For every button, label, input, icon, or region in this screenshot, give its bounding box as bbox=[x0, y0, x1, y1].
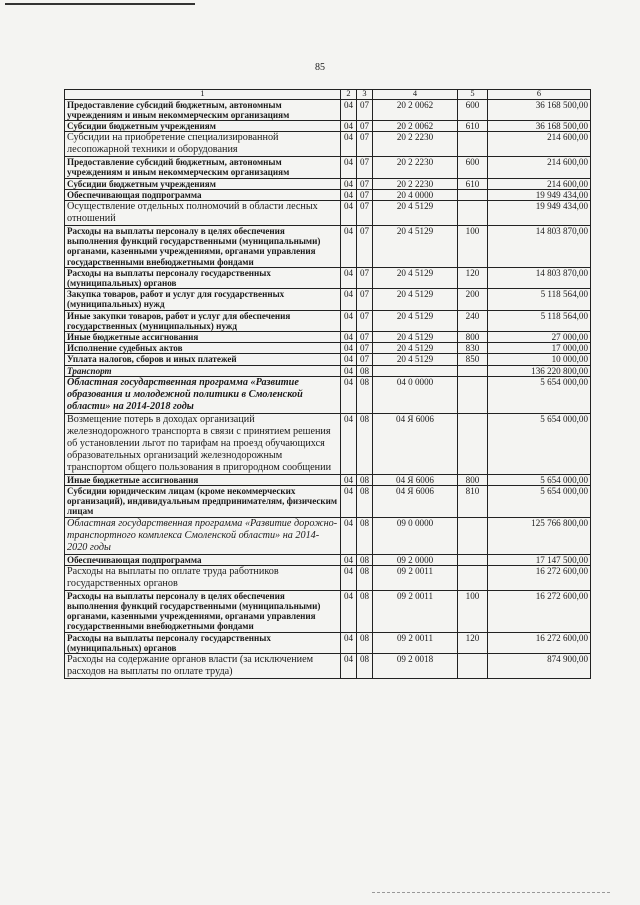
page-number: 85 bbox=[315, 62, 325, 73]
section-code-cell: 04 bbox=[341, 132, 357, 157]
header-cell: 5 bbox=[458, 90, 488, 100]
subsection-code-cell: 08 bbox=[357, 654, 373, 679]
amount-cell: 136 220 800,00 bbox=[488, 365, 591, 376]
section-code-cell: 04 bbox=[341, 343, 357, 354]
target-article-cell: 20 4 0000 bbox=[373, 189, 458, 200]
target-article-cell: 20 4 5129 bbox=[373, 354, 458, 365]
table-row bbox=[65, 590, 591, 632]
table-row bbox=[65, 332, 591, 343]
row-name-cell: Иные бюджетные ассигнования bbox=[65, 474, 341, 485]
table-row bbox=[65, 554, 591, 565]
table-row bbox=[65, 201, 591, 226]
row-name-cell: Иные закупки товаров, работ и услуг для обеспечения государственных (муниципальных) нужд bbox=[65, 310, 341, 331]
subsection-code-cell: 07 bbox=[357, 289, 373, 310]
table-row bbox=[65, 310, 591, 331]
subsection-code-cell: 08 bbox=[357, 565, 373, 590]
amount-cell: 874 900,00 bbox=[488, 654, 591, 679]
amount-cell: 17 147 500,00 bbox=[488, 554, 591, 565]
amount-cell: 5 654 000,00 bbox=[488, 486, 591, 518]
row-name-cell: Обеспечивающая подпрограмма bbox=[65, 189, 341, 200]
section-code-cell: 04 bbox=[341, 332, 357, 343]
row-name-cell: Осуществление отдельных полномочий в области лесных отношений bbox=[65, 201, 341, 226]
subsection-code-cell: 08 bbox=[357, 632, 373, 653]
section-code-cell: 04 bbox=[341, 565, 357, 590]
target-article-cell: 20 2 2230 bbox=[373, 178, 458, 189]
expense-type-cell bbox=[458, 517, 488, 554]
header-cell: 1 bbox=[65, 90, 341, 100]
section-code-cell: 04 bbox=[341, 654, 357, 679]
budget-table bbox=[64, 89, 591, 679]
section-code-cell: 04 bbox=[341, 99, 357, 120]
subsection-code-cell: 08 bbox=[357, 474, 373, 485]
subsection-code-cell: 07 bbox=[357, 189, 373, 200]
table-row bbox=[65, 486, 591, 518]
target-article-cell: 20 4 5129 bbox=[373, 201, 458, 226]
row-name-cell: Транспорт bbox=[65, 365, 341, 376]
subsection-code-cell: 07 bbox=[357, 332, 373, 343]
header-cell: 3 bbox=[357, 90, 373, 100]
section-code-cell: 04 bbox=[341, 201, 357, 226]
row-name-cell: Предоставление субсидий бюджетным, автономным учреждениям и иным некоммерческим организациям bbox=[65, 157, 341, 178]
table-row bbox=[65, 517, 591, 554]
expense-type-cell bbox=[458, 132, 488, 157]
row-name-cell: Уплата налогов, сборов и иных платежей bbox=[65, 354, 341, 365]
target-article-cell: 04 Я 6006 bbox=[373, 486, 458, 518]
subsection-code-cell: 07 bbox=[357, 178, 373, 189]
table-row bbox=[65, 178, 591, 189]
subsection-code-cell: 07 bbox=[357, 99, 373, 120]
expense-type-cell bbox=[458, 189, 488, 200]
subsection-code-cell: 08 bbox=[357, 413, 373, 474]
target-article-cell: 04 Я 6006 bbox=[373, 413, 458, 474]
amount-cell: 5 654 000,00 bbox=[488, 474, 591, 485]
subsection-code-cell: 08 bbox=[357, 517, 373, 554]
section-code-cell: 04 bbox=[341, 267, 357, 288]
table-row bbox=[65, 132, 591, 157]
subsection-code-cell: 07 bbox=[357, 201, 373, 226]
subsection-code-cell: 07 bbox=[357, 310, 373, 331]
section-code-cell: 04 bbox=[341, 157, 357, 178]
section-code-cell: 04 bbox=[341, 486, 357, 518]
table-row bbox=[65, 343, 591, 354]
amount-cell: 125 766 800,00 bbox=[488, 517, 591, 554]
subsection-code-cell: 07 bbox=[357, 354, 373, 365]
row-name-cell: Субсидии на приобретение специализированной лесопожарной техники и оборудования bbox=[65, 132, 341, 157]
subsection-code-cell: 07 bbox=[357, 226, 373, 268]
target-article-cell: 20 4 5129 bbox=[373, 289, 458, 310]
table-row bbox=[65, 267, 591, 288]
section-code-cell: 04 bbox=[341, 474, 357, 485]
expense-type-cell: 800 bbox=[458, 474, 488, 485]
expense-type-cell: 120 bbox=[458, 632, 488, 653]
row-name-cell: Областная государственная программа «Развитие дорожно-транспортного комплекса Смоленской области» на 2014-2020 годы bbox=[65, 517, 341, 554]
row-name-cell: Иные бюджетные ассигнования bbox=[65, 332, 341, 343]
table-row bbox=[65, 289, 591, 310]
target-article-cell: 20 4 5129 bbox=[373, 343, 458, 354]
section-code-cell: 04 bbox=[341, 517, 357, 554]
expense-type-cell bbox=[458, 565, 488, 590]
table-row bbox=[65, 632, 591, 653]
table-row bbox=[65, 99, 591, 120]
row-name-cell: Расходы на содержание органов власти (за исключением расходов на выплаты по оплате труда) bbox=[65, 654, 341, 679]
amount-cell: 214 600,00 bbox=[488, 132, 591, 157]
target-article-cell: 04 Я 6006 bbox=[373, 474, 458, 485]
row-name-cell: Расходы на выплаты персоналу государственных (муниципальных) органов bbox=[65, 632, 341, 653]
section-code-cell: 04 bbox=[341, 590, 357, 632]
subsection-code-cell: 07 bbox=[357, 267, 373, 288]
table-row bbox=[65, 189, 591, 200]
expense-type-cell: 830 bbox=[458, 343, 488, 354]
amount-cell: 214 600,00 bbox=[488, 157, 591, 178]
expense-type-cell bbox=[458, 654, 488, 679]
row-name-cell: Исполнение судебных актов bbox=[65, 343, 341, 354]
target-article-cell: 09 2 0000 bbox=[373, 554, 458, 565]
row-name-cell: Расходы на выплаты персоналу в целях обеспечения выполнения функций государственными (муниципальными) органами, казенными учреждениями, органами управления государственными внебюджетными фондами bbox=[65, 226, 341, 268]
subsection-code-cell: 07 bbox=[357, 132, 373, 157]
section-code-cell: 04 bbox=[341, 310, 357, 331]
row-name-cell: Расходы на выплаты по оплате труда работников государственных органов bbox=[65, 565, 341, 590]
section-code-cell: 04 bbox=[341, 354, 357, 365]
target-article-cell: 20 4 5129 bbox=[373, 310, 458, 331]
table-row bbox=[65, 157, 591, 178]
top-rule bbox=[5, 3, 195, 5]
expense-type-cell: 200 bbox=[458, 289, 488, 310]
row-name-cell: Возмещение потерь в доходах организаций железнодорожного транспорта в связи с принятием решения об установлении льгот по тарифам на проезд обучающихся образовательных организаций железнодорожным транспортом общего пользования в пригородном сообщении bbox=[65, 413, 341, 474]
target-article-cell: 20 2 0062 bbox=[373, 99, 458, 120]
expense-type-cell: 610 bbox=[458, 178, 488, 189]
subsection-code-cell: 07 bbox=[357, 157, 373, 178]
target-article-cell: 09 2 0011 bbox=[373, 590, 458, 632]
expense-type-cell: 100 bbox=[458, 590, 488, 632]
table-header-row bbox=[65, 90, 591, 100]
target-article-cell bbox=[373, 365, 458, 376]
section-code-cell: 04 bbox=[341, 413, 357, 474]
amount-cell: 14 803 870,00 bbox=[488, 226, 591, 268]
expense-type-cell: 100 bbox=[458, 226, 488, 268]
table-row bbox=[65, 121, 591, 132]
target-article-cell: 09 0 0000 bbox=[373, 517, 458, 554]
subsection-code-cell: 08 bbox=[357, 590, 373, 632]
target-article-cell: 20 4 5129 bbox=[373, 332, 458, 343]
scan-footer-marks bbox=[372, 892, 610, 893]
amount-cell: 16 272 600,00 bbox=[488, 565, 591, 590]
section-code-cell: 04 bbox=[341, 365, 357, 376]
section-code-cell: 04 bbox=[341, 121, 357, 132]
row-name-cell: Субсидии юридическим лицам (кроме некоммерческих организаций), индивидуальным предпринимателям, физическим лицам bbox=[65, 486, 341, 518]
row-name-cell: Обеспечивающая подпрограмма bbox=[65, 554, 341, 565]
row-name-cell: Расходы на выплаты персоналу в целях обеспечения выполнения функций государственными (муниципальными) органами, казенными учреждениями, органами управления государственными внебюджетными фондами bbox=[65, 590, 341, 632]
amount-cell: 10 000,00 bbox=[488, 354, 591, 365]
table-row bbox=[65, 226, 591, 268]
section-code-cell: 04 bbox=[341, 554, 357, 565]
subsection-code-cell: 08 bbox=[357, 376, 373, 413]
table-row bbox=[65, 413, 591, 474]
section-code-cell: 04 bbox=[341, 632, 357, 653]
subsection-code-cell: 07 bbox=[357, 121, 373, 132]
table-row bbox=[65, 474, 591, 485]
target-article-cell: 09 2 0018 bbox=[373, 654, 458, 679]
target-article-cell: 20 4 5129 bbox=[373, 226, 458, 268]
target-article-cell: 20 2 2230 bbox=[373, 132, 458, 157]
amount-cell: 5 654 000,00 bbox=[488, 376, 591, 413]
table-row bbox=[65, 354, 591, 365]
subsection-code-cell: 08 bbox=[357, 365, 373, 376]
section-code-cell: 04 bbox=[341, 226, 357, 268]
amount-cell: 36 168 500,00 bbox=[488, 99, 591, 120]
amount-cell: 14 803 870,00 bbox=[488, 267, 591, 288]
amount-cell: 5 118 564,00 bbox=[488, 310, 591, 331]
expense-type-cell: 610 bbox=[458, 121, 488, 132]
expense-type-cell bbox=[458, 201, 488, 226]
table-row bbox=[65, 376, 591, 413]
expense-type-cell: 800 bbox=[458, 332, 488, 343]
expense-type-cell bbox=[458, 365, 488, 376]
expense-type-cell bbox=[458, 376, 488, 413]
expense-type-cell: 600 bbox=[458, 157, 488, 178]
expense-type-cell: 240 bbox=[458, 310, 488, 331]
expense-type-cell bbox=[458, 554, 488, 565]
amount-cell: 19 949 434,00 bbox=[488, 201, 591, 226]
subsection-code-cell: 08 bbox=[357, 554, 373, 565]
target-article-cell: 09 2 0011 bbox=[373, 565, 458, 590]
amount-cell: 5 118 564,00 bbox=[488, 289, 591, 310]
row-name-cell: Субсидии бюджетным учреждениям bbox=[65, 178, 341, 189]
header-cell: 2 bbox=[341, 90, 357, 100]
target-article-cell: 04 0 0000 bbox=[373, 376, 458, 413]
header-cell: 6 bbox=[488, 90, 591, 100]
header-cell: 4 bbox=[373, 90, 458, 100]
amount-cell: 214 600,00 bbox=[488, 178, 591, 189]
expense-type-cell: 120 bbox=[458, 267, 488, 288]
section-code-cell: 04 bbox=[341, 289, 357, 310]
amount-cell: 17 000,00 bbox=[488, 343, 591, 354]
row-name-cell: Субсидии бюджетным учреждениям bbox=[65, 121, 341, 132]
subsection-code-cell: 08 bbox=[357, 486, 373, 518]
section-code-cell: 04 bbox=[341, 189, 357, 200]
expense-type-cell: 600 bbox=[458, 99, 488, 120]
target-article-cell: 20 4 5129 bbox=[373, 267, 458, 288]
row-name-cell: Закупка товаров, работ и услуг для государственных (муниципальных) нужд bbox=[65, 289, 341, 310]
amount-cell: 16 272 600,00 bbox=[488, 632, 591, 653]
section-code-cell: 04 bbox=[341, 376, 357, 413]
row-name-cell: Расходы на выплаты персоналу государственных (муниципальных) органов bbox=[65, 267, 341, 288]
row-name-cell: Предоставление субсидий бюджетным, автономным учреждениям и иным некоммерческим организациям bbox=[65, 99, 341, 120]
target-article-cell: 20 2 0062 bbox=[373, 121, 458, 132]
expense-type-cell: 850 bbox=[458, 354, 488, 365]
subsection-code-cell: 07 bbox=[357, 343, 373, 354]
table-row bbox=[65, 654, 591, 679]
expense-type-cell bbox=[458, 413, 488, 474]
section-code-cell: 04 bbox=[341, 178, 357, 189]
amount-cell: 16 272 600,00 bbox=[488, 590, 591, 632]
amount-cell: 19 949 434,00 bbox=[488, 189, 591, 200]
amount-cell: 36 168 500,00 bbox=[488, 121, 591, 132]
target-article-cell: 20 2 2230 bbox=[373, 157, 458, 178]
table-row bbox=[65, 565, 591, 590]
expense-type-cell: 810 bbox=[458, 486, 488, 518]
amount-cell: 27 000,00 bbox=[488, 332, 591, 343]
table-row bbox=[65, 365, 591, 376]
row-name-cell: Областная государственная программа «Развитие образования и молодежной политики в Смоленской области» на 2014-2018 годы bbox=[65, 376, 341, 413]
amount-cell: 5 654 000,00 bbox=[488, 413, 591, 474]
target-article-cell: 09 2 0011 bbox=[373, 632, 458, 653]
